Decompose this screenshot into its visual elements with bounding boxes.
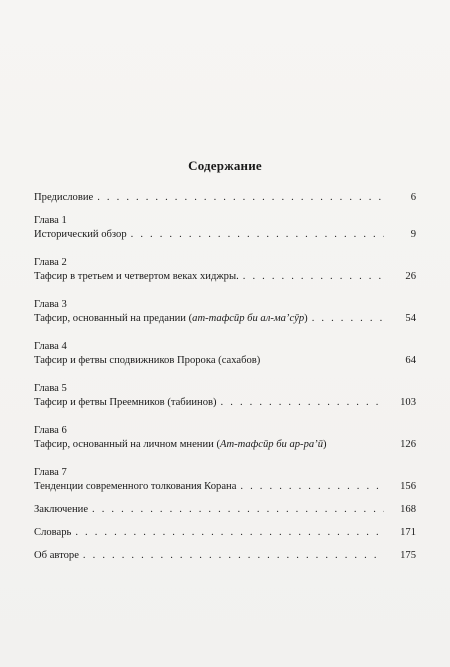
title-text-after: ) (304, 313, 308, 324)
title-italic-text: Ат-тафсӣр би ар-ра’ӣ (220, 439, 324, 450)
toc-page-number: 9 (410, 229, 416, 240)
leader-dots (92, 503, 384, 517)
toc-entry-chapter-4 (34, 340, 416, 368)
chapter-label: Глава 6 (34, 425, 67, 436)
toc-entry-title: Предисловие (34, 192, 94, 203)
leader-dots (312, 312, 384, 326)
chapter-label: Глава 5 (34, 383, 67, 394)
toc-entry-title: Тенденции современного толкования Корана (34, 481, 237, 492)
toc-line (34, 503, 416, 517)
toc-entry-chapter-7 (34, 466, 416, 494)
title-text: Тафсир, основанный на личном мнении ( (34, 439, 220, 450)
toc-line (34, 549, 416, 563)
leader-dots (75, 526, 384, 540)
toc-line (34, 480, 416, 494)
leader-dots (240, 480, 384, 494)
toc-line (34, 191, 416, 205)
leader-dots (97, 191, 384, 205)
toc-entry-chapter-5 (34, 382, 416, 410)
toc-line (34, 396, 416, 410)
toc-entry-title: Тафсир и фетвы сподвижников Пророка (сахабов) (34, 355, 261, 366)
title-italic-text: ат-тафсӣр би ал-ма’сӯр (192, 313, 305, 324)
toc-entry-chapter-6 (34, 424, 416, 452)
toc-entry-chapter-3 (34, 298, 416, 326)
toc-line (34, 526, 416, 540)
toc-page-number: 54 (405, 313, 416, 324)
leader-dots (83, 549, 384, 563)
toc-entry-preface (34, 191, 416, 205)
toc-entry-title: Исторический обзор (34, 229, 127, 240)
toc-entry-title: Словарь (34, 527, 72, 538)
toc-page-number: 26 (405, 271, 416, 282)
toc-page-number: 175 (400, 550, 416, 561)
toc-entry-chapter-1 (34, 214, 416, 242)
toc-line (34, 438, 416, 452)
toc-entry-title: Заключение (34, 504, 89, 515)
toc-line (34, 228, 416, 242)
title-text-after: ) (323, 439, 327, 450)
toc-entry-chapter-2 (34, 256, 416, 284)
toc-line (34, 270, 416, 284)
toc-entry-title (34, 438, 327, 452)
toc-entry-conclusion (34, 503, 416, 517)
chapter-label: Глава 1 (34, 215, 67, 226)
toc-entry-title (34, 312, 308, 326)
toc-entry-glossary (34, 526, 416, 540)
toc-entry-title: Об авторе (34, 550, 79, 561)
table-of-contents (34, 191, 416, 572)
toc-entry-title: Тафсир и фетвы Преемников (табиинов) (34, 397, 217, 408)
leader-dots (221, 396, 384, 410)
chapter-label: Глава 3 (34, 299, 67, 310)
chapter-label: Глава 4 (34, 341, 67, 352)
toc-page-number: 126 (400, 439, 416, 450)
leader-dots (131, 228, 384, 242)
toc-line (34, 354, 416, 368)
toc-line (34, 312, 416, 326)
toc-entry-about-author (34, 549, 416, 563)
toc-entry-title: Тафсир в третьем и четвертом веках хиджры. (34, 271, 239, 282)
toc-page-number: 6 (410, 192, 416, 203)
toc-page-number: 168 (400, 504, 416, 515)
chapter-label: Глава 2 (34, 257, 67, 268)
toc-page-number: 103 (400, 397, 416, 408)
leader-dots (243, 270, 384, 284)
title-text: Тафсир, основанный на предании ( (34, 313, 193, 324)
toc-page-number: 64 (405, 355, 416, 366)
toc-page-number: 156 (400, 481, 416, 492)
toc-page-number: 171 (400, 527, 416, 538)
page-title: Содержание (188, 158, 262, 173)
chapter-label: Глава 7 (34, 467, 67, 478)
